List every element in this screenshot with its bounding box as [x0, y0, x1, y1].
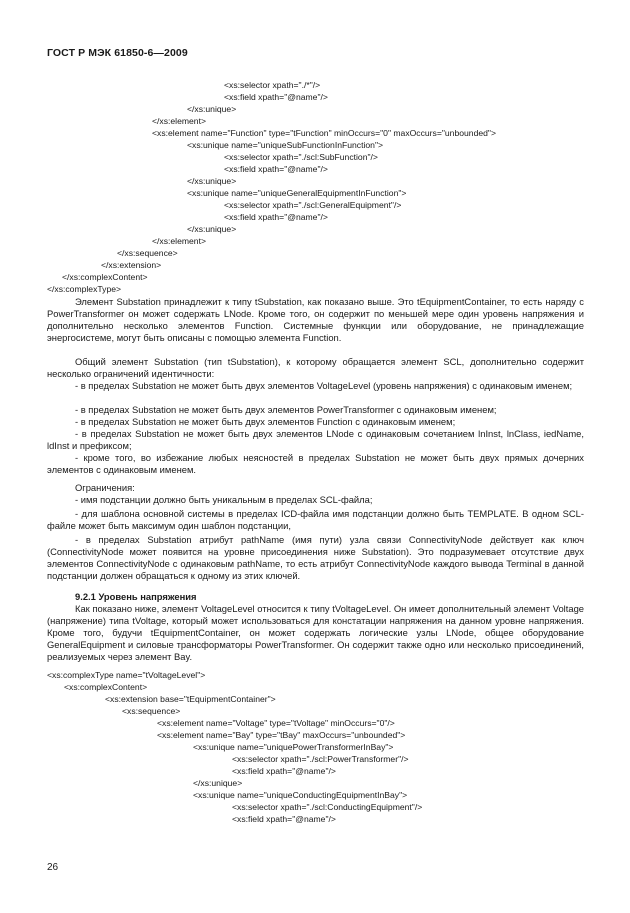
code-line: <xs:complexContent> — [64, 682, 148, 692]
list-item: - для шаблона основной системы в пределах ICD-файла имя подстанции должно быть TEMPLATE. В одном SCL-файле может быть максимум один шаблон подстанции, — [47, 508, 584, 531]
code-line: <xs:field xpath="@name"/> — [224, 164, 328, 174]
code-line: <xs:unique name="uniqueSubFunctionInFunction"> — [187, 140, 384, 150]
list-item: - имя подстанции должно быть уникальным в пределах SCL-файла; — [75, 494, 373, 505]
list-item: - в пределах Substation не может быть двух элементов Function с одинаковым именем; — [75, 416, 456, 427]
code-line: <xs:sequence> — [122, 706, 181, 716]
code-line: </xs:complexContent> — [62, 272, 148, 282]
code-line: <xs:element name="Function" type="tFunction" minOccurs="0" maxOccurs="unbounded"> — [152, 128, 496, 138]
code-line: <xs:element name="Voltage" type="tVoltage" minOccurs="0"/> — [157, 718, 395, 728]
code-line: <xs:selector xpath="./scl:ConductingEquipment"/> — [232, 802, 423, 812]
code-line: </xs:unique> — [187, 224, 237, 234]
code-line: <xs:selector xpath="./scl:SubFunction"/> — [224, 152, 378, 162]
code-line: <xs:extension base="tEquipmentContainer"> — [105, 694, 276, 704]
document-header: ГОСТ Р МЭК 61850-6—2009 — [47, 47, 188, 59]
code-line: <xs:complexType name="tVoltageLevel"> — [47, 670, 206, 680]
list-item: - в пределах Substation не может быть двух элементов PowerTransformer с одинаковым именем; — [75, 404, 497, 415]
code-line: </xs:unique> — [187, 104, 237, 114]
code-line: </xs:unique> — [187, 176, 237, 186]
code-line: </xs:element> — [152, 236, 206, 246]
paragraph: Общий элемент Substation (тип tSubstation), к которому обращается элемент SCL, дополнительно содержит несколько ограничений идентичности: — [47, 356, 584, 379]
code-line: </xs:unique> — [193, 778, 243, 788]
code-line: </xs:element> — [152, 116, 206, 126]
code-line: <xs:unique name="uniqueGeneralEquipmentInFunction"> — [187, 188, 407, 198]
code-line: <xs:field xpath="@name"/> — [232, 814, 336, 824]
code-line: <xs:selector xpath="./*"/> — [224, 80, 321, 90]
list-item: - кроме того, во избежание любых неясностей в пределах Substation не может быть двух прямых дочерних элементов с одинаковым именем. — [47, 452, 584, 475]
list-item: - в пределах Substation не может быть двух элементов LNode с одинаковым сочетанием lnInst, lnClass, iedName, ldInst и префиксом; — [47, 428, 584, 451]
section-heading: 9.2.1 Уровень напряжения — [75, 591, 197, 602]
code-line: <xs:selector xpath="./scl:PowerTransformer"/> — [232, 754, 409, 764]
code-line: </xs:sequence> — [117, 248, 178, 258]
code-line: </xs:complexType> — [47, 284, 122, 294]
code-line: <xs:element name="Bay" type="tBay" maxOccurs="unbounded"> — [157, 730, 406, 740]
code-line: <xs:selector xpath="./scl:GeneralEquipment"/> — [224, 200, 402, 210]
code-line: <xs:field xpath="@name"/> — [224, 92, 328, 102]
code-line: <xs:unique name="uniquePowerTransformerInBay"> — [193, 742, 394, 752]
page-number: 26 — [47, 862, 59, 873]
paragraph: Элемент Substation принадлежит к типу tSubstation, как показано выше. Это tEquipmentContainer, то есть наряду с PowerTransformer он может содержать LNode. Кроме того, он содержит по меньшей мере один уровень напряжения и дополнительно несколько элементов Function. Системные функции или оборудование, не принадлежащие энергосистеме, могут быть описаны с помощью элемента Function. — [47, 296, 584, 343]
paragraph: Как показано ниже, элемент VoltageLevel относится к типу tVoltageLevel. Он имеет дополнительный элемент Voltage (напряжение) типа tVoltage, который может использоваться для констатации напряжения на данном уровне напряжения. Кроме того, будучи tEquipmentContainer, он может содержать логические узлы LNode, общее оборудование GeneralEquipment и силовые трансформаторы PowerTransformer. Он содержит также одно или несколько присоединений, реализуемых через элемент Bay. — [47, 603, 584, 662]
list-item: - в пределах Substation атрибут pathName (имя пути) узла связи ConnectivityNode действует как ключ (ConnectivityNode может появится на уровне присоединения ниже Substation). Это подразумевает отсутствие двух элементов ConnectivityNode с одинаковым pathName, то есть атрибут ConnectivityNode каждого вывода Terminal в данной подстанции должен обращаться к одному из этих ключей. — [47, 534, 584, 581]
code-line: <xs:field xpath="@name"/> — [224, 212, 328, 222]
list-item: - в пределах Substation не может быть двух элементов VoltageLevel (уровень напряжения) с одинаковым именем; — [75, 380, 573, 391]
code-line: <xs:unique name="uniqueConductingEquipmentInBay"> — [193, 790, 408, 800]
paragraph: Ограничения: — [75, 482, 135, 493]
code-line: <xs:field xpath="@name"/> — [232, 766, 336, 776]
code-line: </xs:extension> — [101, 260, 162, 270]
